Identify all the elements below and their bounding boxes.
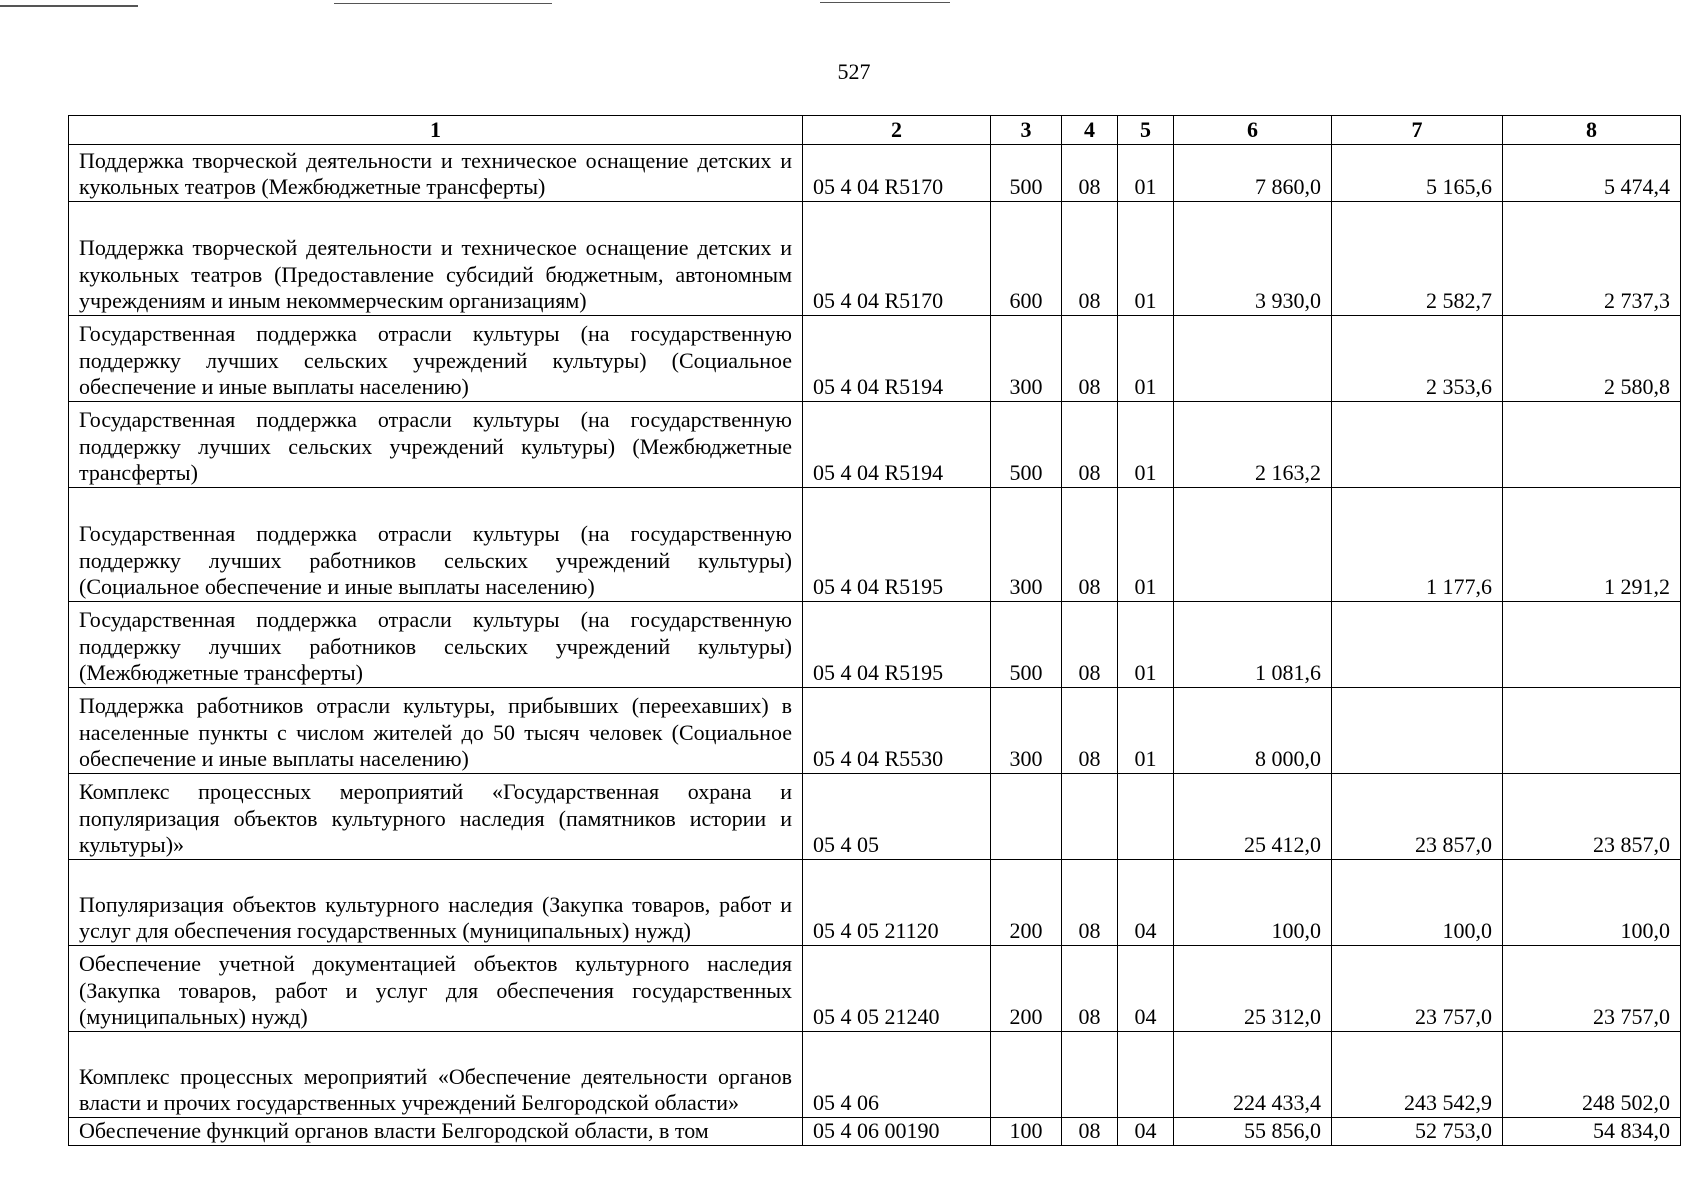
table-body (69, 145, 1681, 1146)
amount-column-6 (1174, 316, 1332, 402)
amount-column-7: 243 542,9 (1332, 1032, 1503, 1118)
expense-type-code: 600 (991, 202, 1062, 316)
classification-code: 05 4 04 R5195 (803, 488, 991, 602)
amount-column-8: 2 737,3 (1503, 202, 1681, 316)
section-code: 08 (1062, 688, 1118, 774)
table-row (69, 488, 1681, 602)
amount-column-7: 2 582,7 (1332, 202, 1503, 316)
section-code: 08 (1062, 202, 1118, 316)
expense-type-code: 500 (991, 145, 1062, 202)
row-description: Комплекс процессных мероприятий «Обеспечение деятельности органов власти и прочих государственных учреждений Белгородской области» (69, 1032, 803, 1118)
row-description: Популяризация объектов культурного наследия (Закупка товаров, работ и услуг для обеспечения государственных (муниципальных) нужд) (69, 860, 803, 946)
subsection-code: 01 (1118, 488, 1174, 602)
amount-column-6 (1174, 488, 1332, 602)
subsection-code: 04 (1118, 1118, 1174, 1146)
subsection-code: 01 (1118, 402, 1174, 488)
amount-column-7: 52 753,0 (1332, 1118, 1503, 1146)
amount-column-7 (1332, 688, 1503, 774)
expense-type-code: 100 (991, 1118, 1062, 1146)
amount-column-8: 248 502,0 (1503, 1032, 1681, 1118)
subsection-code: 01 (1118, 202, 1174, 316)
amount-column-6: 2 163,2 (1174, 402, 1332, 488)
row-description: Обеспечение функций органов власти Белгородской области, в том (69, 1118, 803, 1146)
table-row (69, 1118, 1681, 1146)
amount-column-8: 23 857,0 (1503, 774, 1681, 860)
expense-type-code: 200 (991, 946, 1062, 1032)
expense-type-code: 500 (991, 402, 1062, 488)
amount-column-6: 25 312,0 (1174, 946, 1332, 1032)
row-description: Государственная поддержка отрасли культуры (на государственную поддержку лучших сельских учреждений культуры) (Межбюджетные трансферты) (69, 402, 803, 488)
subsection-code: 01 (1118, 602, 1174, 688)
column-header: 1 (69, 116, 803, 145)
amount-column-8: 54 834,0 (1503, 1118, 1681, 1146)
amount-column-8: 5 474,4 (1503, 145, 1681, 202)
amount-column-6: 7 860,0 (1174, 145, 1332, 202)
section-code: 08 (1062, 402, 1118, 488)
section-code: 08 (1062, 316, 1118, 402)
amount-column-8: 23 757,0 (1503, 946, 1681, 1032)
budget-table (68, 115, 1681, 1146)
section-code: 08 (1062, 602, 1118, 688)
amount-column-7: 100,0 (1332, 860, 1503, 946)
subsection-code: 01 (1118, 145, 1174, 202)
subsection-code (1118, 1032, 1174, 1118)
amount-column-6: 55 856,0 (1174, 1118, 1332, 1146)
row-description: Комплекс процессных мероприятий «Государственная охрана и популяризация объектов культурного наследия (памятников истории и культуры)» (69, 774, 803, 860)
table-row (69, 688, 1681, 774)
row-description: Поддержка творческой деятельности и техническое оснащение детских и кукольных театров (Межбюджетные трансферты) (69, 145, 803, 202)
amount-column-6: 1 081,6 (1174, 602, 1332, 688)
row-description: Обеспечение учетной документацией объектов культурного наследия (Закупка товаров, работ и услуг для обеспечения государственных (муниципальных) нужд) (69, 946, 803, 1032)
amount-column-8: 1 291,2 (1503, 488, 1681, 602)
expense-type-code (991, 774, 1062, 860)
classification-code: 05 4 06 (803, 1032, 991, 1118)
amount-column-7: 2 353,6 (1332, 316, 1503, 402)
expense-type-code: 300 (991, 488, 1062, 602)
table-row (69, 602, 1681, 688)
amount-column-8 (1503, 688, 1681, 774)
table-row (69, 402, 1681, 488)
subsection-code: 04 (1118, 946, 1174, 1032)
table-row (69, 1032, 1681, 1118)
section-code: 08 (1062, 946, 1118, 1032)
amount-column-7: 1 177,6 (1332, 488, 1503, 602)
classification-code: 05 4 04 R5170 (803, 145, 991, 202)
classification-code: 05 4 04 R5195 (803, 602, 991, 688)
table-row (69, 946, 1681, 1032)
amount-column-6: 224 433,4 (1174, 1032, 1332, 1118)
expense-type-code: 300 (991, 316, 1062, 402)
expense-type-code (991, 1032, 1062, 1118)
subsection-code: 04 (1118, 860, 1174, 946)
amount-column-7 (1332, 402, 1503, 488)
amount-column-7: 5 165,6 (1332, 145, 1503, 202)
table-header-row (69, 116, 1681, 145)
column-header: 8 (1503, 116, 1681, 145)
column-header: 4 (1062, 116, 1118, 145)
subsection-code: 01 (1118, 688, 1174, 774)
amount-column-7: 23 857,0 (1332, 774, 1503, 860)
column-header: 3 (991, 116, 1062, 145)
classification-code: 05 4 04 R5194 (803, 316, 991, 402)
expense-type-code: 500 (991, 602, 1062, 688)
classification-code: 05 4 06 00190 (803, 1118, 991, 1146)
page-number: 527 (837, 59, 871, 84)
classification-code: 05 4 05 21240 (803, 946, 991, 1032)
classification-code: 05 4 05 21120 (803, 860, 991, 946)
amount-column-8: 2 580,8 (1503, 316, 1681, 402)
row-description: Государственная поддержка отрасли культуры (на государственную поддержку лучших работников сельских учреждений культуры) (Межбюджетные трансферты) (69, 602, 803, 688)
subsection-code (1118, 774, 1174, 860)
row-description: Поддержка творческой деятельности и техническое оснащение детских и кукольных театров (Предоставление субсидий бюджетным, автономным учреждениям и иным некоммерческим организациям) (69, 202, 803, 316)
section-code: 08 (1062, 1118, 1118, 1146)
row-description: Государственная поддержка отрасли культуры (на государственную поддержку лучших сельских учреждений культуры) (Социальное обеспечение и иные выплаты населению) (69, 316, 803, 402)
scan-artifact-line (0, 5, 138, 7)
column-header: 7 (1332, 116, 1503, 145)
row-description: Поддержка работников отрасли культуры, прибывших (переехавших) в населенные пункты с числом жителей до 50 тысяч человек (Социальное обеспечение и иные выплаты населению) (69, 688, 803, 774)
classification-code: 05 4 05 (803, 774, 991, 860)
column-header: 6 (1174, 116, 1332, 145)
classification-code: 05 4 04 R5530 (803, 688, 991, 774)
table-row (69, 202, 1681, 316)
section-code: 08 (1062, 145, 1118, 202)
subsection-code: 01 (1118, 316, 1174, 402)
table-row (69, 774, 1681, 860)
column-header: 2 (803, 116, 991, 145)
amount-column-6: 100,0 (1174, 860, 1332, 946)
amount-column-8 (1503, 402, 1681, 488)
classification-code: 05 4 04 R5194 (803, 402, 991, 488)
expense-type-code: 300 (991, 688, 1062, 774)
scan-artifact-line (334, 3, 552, 4)
amount-column-8 (1503, 602, 1681, 688)
row-description: Государственная поддержка отрасли культуры (на государственную поддержку лучших работников сельских учреждений культуры) (Социальное обеспечение и иные выплаты населению) (69, 488, 803, 602)
amount-column-8: 100,0 (1503, 860, 1681, 946)
table-row (69, 860, 1681, 946)
expense-type-code: 200 (991, 860, 1062, 946)
table-row (69, 145, 1681, 202)
amount-column-6: 8 000,0 (1174, 688, 1332, 774)
classification-code: 05 4 04 R5170 (803, 202, 991, 316)
section-code: 08 (1062, 488, 1118, 602)
amount-column-6: 25 412,0 (1174, 774, 1332, 860)
scan-artifact-line (820, 2, 950, 3)
amount-column-7: 23 757,0 (1332, 946, 1503, 1032)
amount-column-7 (1332, 602, 1503, 688)
section-code: 08 (1062, 860, 1118, 946)
column-header: 5 (1118, 116, 1174, 145)
amount-column-6: 3 930,0 (1174, 202, 1332, 316)
table-row (69, 316, 1681, 402)
section-code (1062, 774, 1118, 860)
section-code (1062, 1032, 1118, 1118)
